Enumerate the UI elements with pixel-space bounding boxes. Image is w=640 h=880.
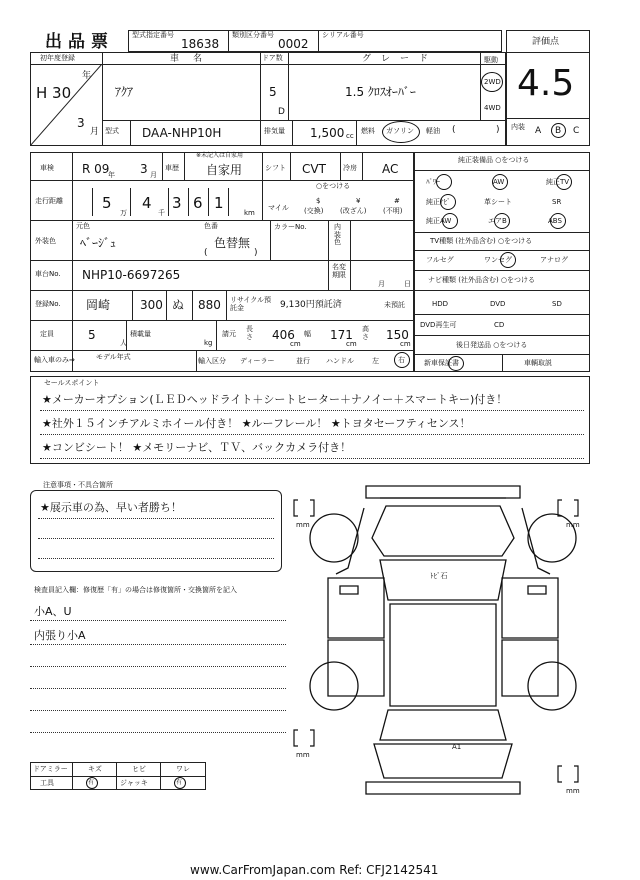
- equipment-title: 純正装備品 ○をつける: [458, 156, 530, 164]
- request-label: 請元: [222, 330, 236, 338]
- nc-month-unit: 月: [378, 280, 385, 288]
- chassis: NHP10-6697265: [82, 268, 181, 282]
- mm-rear-right: mm: [566, 787, 580, 795]
- fuel-label: 燃料: [361, 127, 375, 135]
- mileage-digit-3: 3: [172, 194, 182, 212]
- ex-tamper: (改ざん): [340, 207, 367, 215]
- color-no-small-label: 色番: [204, 222, 218, 230]
- equip-circle-6: [494, 213, 510, 229]
- ex-hash: #: [394, 197, 400, 205]
- sen-unit: 千: [158, 209, 165, 217]
- navi-hdd: HDD: [432, 300, 449, 308]
- sales-line-2: ★社外１５インチアルミホイール付き！ ★ルーフレール！ ★トヨタセーフティセンス！: [42, 417, 471, 430]
- footer-watermark: www.CarFromJapan.com Ref: CFJ2142541: [190, 863, 439, 877]
- car-name: ｱｸｱ: [115, 85, 134, 99]
- ex-dollar: $: [316, 197, 321, 205]
- exterior-color: ﾍﾞｰｼﾞｭ: [80, 236, 117, 250]
- length: 406: [272, 328, 295, 342]
- drive-4wd: 4WD: [484, 104, 501, 112]
- legend-break: ワレ: [176, 765, 190, 773]
- first-reg-label: 初年度登録: [40, 54, 75, 62]
- sales-label: セールスポイント: [44, 379, 100, 387]
- notes-label: 注意事項・不具合箇所: [40, 482, 116, 489]
- model-label: 型式: [105, 127, 119, 135]
- fuel-paren-r: ): [496, 125, 500, 135]
- grade: 1.5 ｸﾛｽｵｰﾊﾞｰ: [345, 85, 416, 99]
- color-paren-r: ): [254, 248, 258, 258]
- legend-tools-yes: 有: [88, 779, 95, 786]
- equip-circle-3: [556, 174, 572, 190]
- navi-sd: SD: [552, 300, 562, 308]
- drive-2wd: 2WD: [484, 78, 501, 86]
- interior-c: C: [573, 126, 580, 136]
- mileage-digit-1: 5: [102, 194, 112, 212]
- color-change: 色替無: [214, 236, 251, 250]
- equip-circle-5: [442, 213, 458, 229]
- drive-label: 駆動: [484, 56, 498, 64]
- tv-selected-circle: [500, 252, 516, 268]
- width-label: 幅: [304, 330, 311, 338]
- ac: AC: [382, 162, 399, 176]
- handle-label: ハンドル: [326, 357, 354, 365]
- equip-aw: AW: [493, 178, 505, 186]
- model-year-label: モデル年式: [96, 353, 131, 361]
- sales-line-3: ★コンビシート！ ★メモリーナビ、ＴＶ、バックカメラ付き！: [42, 441, 352, 454]
- shift-label: シフト: [265, 164, 286, 172]
- month-unit: 月: [90, 127, 100, 137]
- shaken-month: 3: [140, 162, 148, 176]
- mm-rear-left: mm: [296, 751, 310, 759]
- interior-a: A: [535, 126, 542, 136]
- man-unit: 万: [120, 209, 127, 217]
- ac-label: 冷房: [343, 164, 357, 172]
- type-no-label: 型式指定番号: [132, 31, 174, 39]
- shaken-year-unit: 年: [108, 171, 115, 179]
- interior-label: 内装: [511, 123, 525, 131]
- rear-note: A1: [452, 743, 462, 751]
- navi-dvd-play: DVD再生可: [420, 321, 457, 329]
- height-cm: cm: [400, 340, 411, 348]
- doors-label: ドア数: [262, 54, 283, 62]
- equip-tv: 純正TV: [546, 178, 570, 186]
- legend-jack: ジャッキ: [120, 779, 148, 787]
- inspector-line-2: 内張り小A: [34, 629, 86, 642]
- ex-unknown: (不明): [383, 207, 403, 215]
- equip-abs: ABS: [548, 217, 562, 225]
- docs-warranty: 新車保証書: [424, 359, 459, 367]
- ex-exchange: (交換): [304, 207, 324, 215]
- form-title: 出品票: [45, 32, 114, 52]
- fuel-diesel: 軽油: [426, 127, 440, 135]
- serial-label: シリアル番号: [322, 31, 364, 39]
- history-label: 車歴: [165, 164, 179, 172]
- plate-label: 登録No.: [35, 300, 61, 308]
- doors: 5: [269, 85, 277, 99]
- equip-airbag: エアB: [488, 217, 507, 225]
- recycle-amount: 9,130円預託済: [280, 300, 342, 310]
- shift: CVT: [302, 162, 326, 176]
- length-cm: cm: [290, 340, 301, 348]
- tv-fullseg: フルセグ: [426, 256, 454, 264]
- shaken-month-unit: 月: [150, 171, 157, 179]
- equip-circle-4: [440, 194, 456, 210]
- plate-kana: ぬ: [172, 298, 185, 312]
- parallel: 並行: [296, 357, 310, 365]
- capacity-label: 定員: [40, 330, 54, 338]
- tv-oneseg: ワンセグ: [484, 256, 512, 264]
- type-no: 18638: [181, 37, 220, 51]
- tv-title: TV種類 (社外品含む) ○をつける: [430, 237, 533, 245]
- plate-no: 880: [198, 298, 221, 312]
- equip-sr: SR: [552, 198, 562, 206]
- model: DAA-NHP10H: [142, 126, 222, 140]
- handle-left: 左: [372, 357, 379, 365]
- tv-analog: アナログ: [540, 256, 568, 264]
- mm-front-right: mm: [566, 521, 580, 529]
- legend-crack: ヒビ: [132, 765, 146, 773]
- sales-line-1: ★メーカーオプション(ＬＥＤヘッドライト＋シートヒーター＋ナノイー＋スマートキー)付き！: [42, 393, 508, 406]
- legend-scratch: キズ: [88, 765, 102, 773]
- shaken-label: 車検: [40, 164, 54, 172]
- legend-jack-yes: 有: [176, 779, 183, 786]
- score-value: 4.5: [517, 63, 575, 104]
- docs-selected-circle: [448, 356, 464, 371]
- exterior-label: 外装色: [35, 237, 56, 245]
- name-change-label: 名変期限: [332, 263, 346, 279]
- equip-leather: 革シート: [484, 198, 512, 206]
- equip-aw2: 純正AW: [426, 217, 452, 225]
- history: 自家用: [206, 163, 243, 177]
- mileage-digit-4: 6: [193, 194, 203, 212]
- inspector-label: 検査員記入欄：修復歴「有」の場合は修復箇所・交換箇所を記入: [34, 586, 237, 594]
- cc-unit: cc: [346, 132, 354, 140]
- first-reg-month: 3: [77, 116, 85, 130]
- score-label: 評価点: [532, 37, 560, 47]
- width: 171: [330, 328, 353, 342]
- dealer: ディーラー: [240, 357, 275, 365]
- displacement-label: 排気量: [264, 127, 285, 135]
- docs-title: 後日発送品 ○をつける: [456, 341, 528, 349]
- nc-day-unit: 日: [404, 280, 411, 288]
- mileage-digit-2: 4: [142, 194, 152, 212]
- equip-navi: 純正ﾅﾋﾞ: [426, 198, 451, 206]
- mileage-digit-5: 1: [214, 194, 224, 212]
- height: 150: [386, 328, 409, 342]
- handle-right: 右: [398, 356, 405, 364]
- displacement: 1,500: [310, 126, 345, 140]
- plate-class: 300: [140, 298, 163, 312]
- interior-color-label: 内装色: [334, 223, 341, 247]
- fuel-gas: ガソリン: [386, 127, 414, 135]
- import-label: 輸入車のみ⇒: [34, 356, 75, 364]
- equip-power: ﾊﾟﾜｰ: [426, 178, 440, 186]
- class-no: 0002: [278, 37, 309, 51]
- door-suffix: D: [278, 107, 285, 117]
- legend-tools: 工具: [40, 779, 54, 787]
- equip-circle-2: [492, 174, 508, 190]
- interior-b: B: [555, 126, 562, 136]
- width-cm: cm: [346, 340, 357, 348]
- kg-unit: kg: [204, 339, 213, 347]
- year-unit: 年: [82, 71, 92, 81]
- km-unit: km: [244, 209, 255, 217]
- length-label: 長さ: [246, 325, 253, 341]
- equip-circle-7: [550, 213, 566, 229]
- ex-yen: ¥: [356, 197, 361, 205]
- capacity: 5: [88, 328, 96, 342]
- car-diagram: [288, 478, 598, 808]
- fuel-paren-l: (: [452, 125, 456, 135]
- grade-label: グレード: [362, 54, 439, 64]
- first-reg-year: H 30: [36, 84, 72, 102]
- color-paren-l: (: [204, 248, 208, 258]
- equip-circle-1: [436, 174, 452, 190]
- navi-cd: CD: [494, 321, 505, 329]
- legend-mirror: ドアミラー: [33, 765, 68, 773]
- chassis-label: 車台No.: [35, 270, 61, 278]
- color-no-label: カラーNo.: [274, 223, 307, 231]
- docs-manual: 車輌取説: [524, 359, 552, 367]
- capacity-unit: 人: [120, 339, 127, 347]
- mileage-label: 走行距離: [35, 197, 63, 205]
- shaken: R 09: [82, 162, 110, 176]
- navi-title: ナビ種類 (社外品含む) ○をつける: [428, 276, 536, 284]
- car-name-label: 車名: [170, 54, 217, 64]
- plate-area: 岡崎: [86, 298, 111, 312]
- navi-dvd: DVD: [490, 300, 506, 308]
- windshield-note: ﾄﾋﾞ石: [430, 572, 448, 580]
- recycle-unpaid: 未預託: [384, 301, 405, 309]
- import-class-label: 輸入区分: [198, 357, 226, 365]
- orig-color-label: 元色: [76, 222, 90, 230]
- mile-label: マイル: [268, 204, 289, 212]
- history-note: ※未記入は自家用: [196, 152, 244, 159]
- class-no-label: 類別区分番号: [232, 31, 274, 39]
- mm-front-left: mm: [296, 521, 310, 529]
- load-label: 積載量: [130, 330, 151, 338]
- inspector-line-1: 小A、U: [34, 605, 72, 618]
- height-label: 高さ: [362, 325, 369, 341]
- mileage-circle-note: ○をつける: [316, 182, 351, 190]
- recycle-label: リサイクル預託金: [230, 296, 272, 313]
- notes-line: ★展示車の為、早い者勝ち！: [40, 501, 182, 514]
